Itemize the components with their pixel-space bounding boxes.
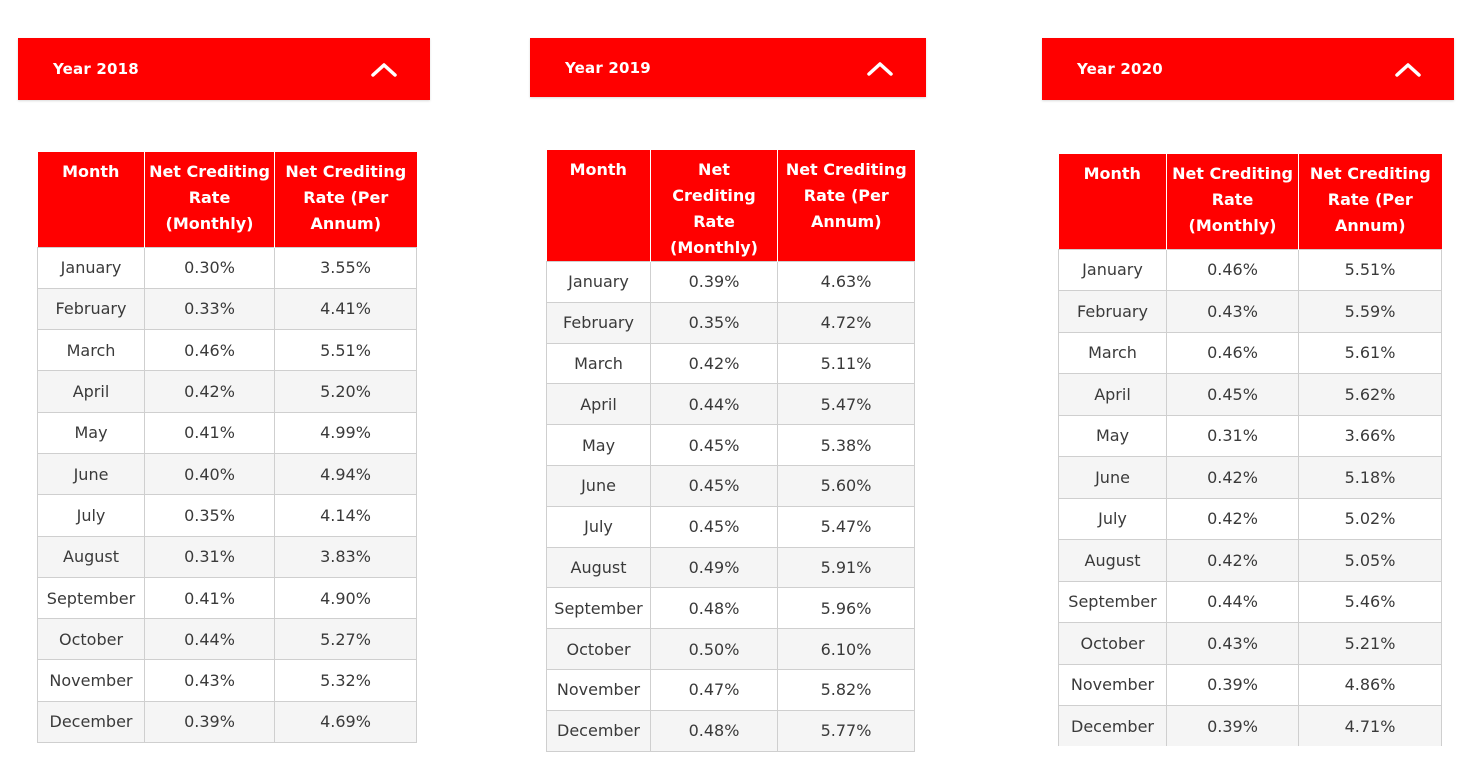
table-row (38, 495, 417, 536)
cell-month: June (1059, 457, 1167, 499)
cell-annual: 5.60% (778, 465, 915, 506)
cell-month: October (547, 629, 651, 670)
column-header-monthly: Net Crediting Rate (Monthly) (1167, 154, 1299, 249)
cell-month: January (38, 247, 145, 288)
column-header-month: Month (547, 150, 651, 262)
cell-month: December (1059, 706, 1167, 747)
cell-month: November (547, 669, 651, 710)
table-row (547, 506, 915, 547)
cell-monthly: 0.40% (145, 453, 275, 494)
cell-annual: 3.55% (275, 247, 417, 288)
accordion-title: Year 2019 (565, 58, 651, 77)
table-row (38, 247, 417, 288)
cell-annual: 5.59% (1299, 291, 1442, 333)
cell-month: December (547, 710, 651, 751)
cell-monthly: 0.46% (145, 330, 275, 371)
cell-monthly: 0.46% (1167, 332, 1299, 374)
cell-annual: 5.47% (778, 506, 915, 547)
cell-monthly: 0.30% (145, 247, 275, 288)
cell-monthly: 0.50% (651, 629, 778, 670)
table-row (1059, 540, 1442, 582)
table-row (1059, 457, 1442, 499)
accordion-header-2019[interactable] (530, 38, 926, 97)
cell-monthly: 0.47% (651, 669, 778, 710)
table-row (38, 453, 417, 494)
cell-monthly: 0.33% (145, 288, 275, 329)
cell-monthly: 0.45% (651, 425, 778, 466)
cell-monthly: 0.31% (145, 536, 275, 577)
cell-monthly: 0.42% (1167, 540, 1299, 582)
table-row (547, 302, 915, 343)
cell-month: June (547, 465, 651, 506)
table-row (547, 588, 915, 629)
cell-monthly: 0.48% (651, 588, 778, 629)
cell-annual: 5.27% (275, 619, 417, 660)
cell-month: May (547, 425, 651, 466)
table-row (1059, 332, 1442, 374)
cell-annual: 5.20% (275, 371, 417, 412)
cell-annual: 5.02% (1299, 498, 1442, 540)
cell-month: October (1059, 623, 1167, 665)
table-row (547, 384, 915, 425)
cell-annual: 5.21% (1299, 623, 1442, 665)
cell-monthly: 0.41% (145, 412, 275, 453)
table-row (1059, 706, 1442, 747)
cell-annual: 5.96% (778, 588, 915, 629)
cell-annual: 5.77% (778, 710, 915, 751)
cell-month: July (547, 506, 651, 547)
cell-monthly: 0.48% (651, 710, 778, 751)
cell-month: August (547, 547, 651, 588)
cell-month: February (1059, 291, 1167, 333)
cell-annual: 6.10% (778, 629, 915, 670)
cell-month: June (38, 453, 145, 494)
cell-annual: 4.86% (1299, 664, 1442, 706)
chevron-up-icon[interactable] (860, 53, 900, 83)
cell-month: March (38, 330, 145, 371)
cell-monthly: 0.43% (1167, 291, 1299, 333)
chevron-up-icon[interactable] (1388, 54, 1428, 84)
cell-annual: 5.51% (1299, 249, 1442, 291)
table-row (1059, 498, 1442, 540)
cell-month: July (1059, 498, 1167, 540)
table-row (38, 577, 417, 618)
cell-monthly: 0.43% (145, 660, 275, 701)
cell-annual: 4.72% (778, 302, 915, 343)
table-row (38, 536, 417, 577)
cell-month: February (38, 288, 145, 329)
cell-annual: 4.94% (275, 453, 417, 494)
chevron-up-icon[interactable] (364, 54, 404, 84)
cell-month: April (1059, 374, 1167, 416)
cell-annual: 5.91% (778, 547, 915, 588)
cell-monthly: 0.42% (651, 343, 778, 384)
cell-annual: 5.62% (1299, 374, 1442, 416)
cell-monthly: 0.45% (651, 465, 778, 506)
cell-monthly: 0.35% (651, 302, 778, 343)
cell-month: May (38, 412, 145, 453)
accordion-title: Year 2018 (53, 60, 139, 78)
cell-annual: 4.41% (275, 288, 417, 329)
table-row (547, 629, 915, 670)
cell-month: July (38, 495, 145, 536)
table-row (38, 619, 417, 660)
cell-monthly: 0.45% (1167, 374, 1299, 416)
cell-annual: 4.71% (1299, 706, 1442, 747)
cell-monthly: 0.42% (145, 371, 275, 412)
cell-month: November (1059, 664, 1167, 706)
cell-month: October (38, 619, 145, 660)
cell-monthly: 0.39% (651, 262, 778, 303)
column-header-annual: Net Crediting Rate (Per Annum) (778, 150, 915, 262)
cell-monthly: 0.44% (651, 384, 778, 425)
cell-monthly: 0.39% (1167, 664, 1299, 706)
cell-annual: 5.46% (1299, 581, 1442, 623)
cell-month: September (38, 577, 145, 618)
cell-annual: 4.63% (778, 262, 915, 303)
cell-annual: 4.99% (275, 412, 417, 453)
table-row (38, 288, 417, 329)
cell-annual: 3.83% (275, 536, 417, 577)
table-row (1059, 415, 1442, 457)
cell-month: November (38, 660, 145, 701)
cell-monthly: 0.44% (1167, 581, 1299, 623)
cell-month: March (1059, 332, 1167, 374)
cell-monthly: 0.43% (1167, 623, 1299, 665)
table-row (1059, 249, 1442, 291)
table-row (547, 465, 915, 506)
cell-month: February (547, 302, 651, 343)
cell-monthly: 0.42% (1167, 457, 1299, 499)
table-row (1059, 664, 1442, 706)
table-row (547, 262, 915, 303)
column-header-annual: Net Crediting Rate (Per Annum) (1299, 154, 1442, 249)
cell-monthly: 0.41% (145, 577, 275, 618)
cell-annual: 3.66% (1299, 415, 1442, 457)
cell-month: September (1059, 581, 1167, 623)
cell-monthly: 0.39% (145, 701, 275, 742)
cell-month: January (1059, 249, 1167, 291)
column-header-month: Month (38, 152, 145, 247)
rates-table-2020 (1058, 154, 1442, 746)
table-row (38, 371, 417, 412)
column-header-annual: Net Crediting Rate (Per Annum) (275, 152, 417, 247)
cell-monthly: 0.46% (1167, 249, 1299, 291)
table-row (38, 412, 417, 453)
cell-monthly: 0.31% (1167, 415, 1299, 457)
accordion-title: Year 2020 (1077, 60, 1163, 78)
table-row (547, 343, 915, 384)
cell-annual: 5.51% (275, 330, 417, 371)
cell-monthly: 0.42% (1167, 498, 1299, 540)
cell-month: January (547, 262, 651, 303)
cell-annual: 5.82% (778, 669, 915, 710)
cell-annual: 4.90% (275, 577, 417, 618)
rates-table-2019 (546, 150, 915, 752)
cell-monthly: 0.39% (1167, 706, 1299, 747)
cell-month: August (1059, 540, 1167, 582)
column-header-monthly: Net Crediting Rate (Monthly) (145, 152, 275, 247)
cell-monthly: 0.35% (145, 495, 275, 536)
table-row (547, 425, 915, 466)
cell-month: September (547, 588, 651, 629)
table-row (38, 660, 417, 701)
cell-annual: 5.11% (778, 343, 915, 384)
table-row (1059, 581, 1442, 623)
table-row (1059, 374, 1442, 416)
cell-month: December (38, 701, 145, 742)
cell-monthly: 0.45% (651, 506, 778, 547)
cell-month: April (547, 384, 651, 425)
cell-month: March (547, 343, 651, 384)
cell-monthly: 0.44% (145, 619, 275, 660)
rates-table-2018 (37, 152, 417, 743)
accordion-header-2020[interactable] (1042, 38, 1454, 100)
column-header-month: Month (1059, 154, 1167, 249)
table-row (38, 701, 417, 742)
table-row (547, 669, 915, 710)
table-row (38, 330, 417, 371)
cell-month: May (1059, 415, 1167, 457)
column-header-monthly: Net Crediting Rate (Monthly) (651, 150, 778, 262)
cell-annual: 5.47% (778, 384, 915, 425)
table-row (1059, 291, 1442, 333)
cell-annual: 4.69% (275, 701, 417, 742)
table-row (547, 547, 915, 588)
cell-month: August (38, 536, 145, 577)
cell-month: April (38, 371, 145, 412)
cell-monthly: 0.49% (651, 547, 778, 588)
table-row (547, 710, 915, 751)
accordion-header-2018[interactable] (18, 38, 430, 100)
cell-annual: 5.05% (1299, 540, 1442, 582)
cell-annual: 5.32% (275, 660, 417, 701)
cell-annual: 5.61% (1299, 332, 1442, 374)
cell-annual: 4.14% (275, 495, 417, 536)
cell-annual: 5.38% (778, 425, 915, 466)
table-row (1059, 623, 1442, 665)
cell-annual: 5.18% (1299, 457, 1442, 499)
